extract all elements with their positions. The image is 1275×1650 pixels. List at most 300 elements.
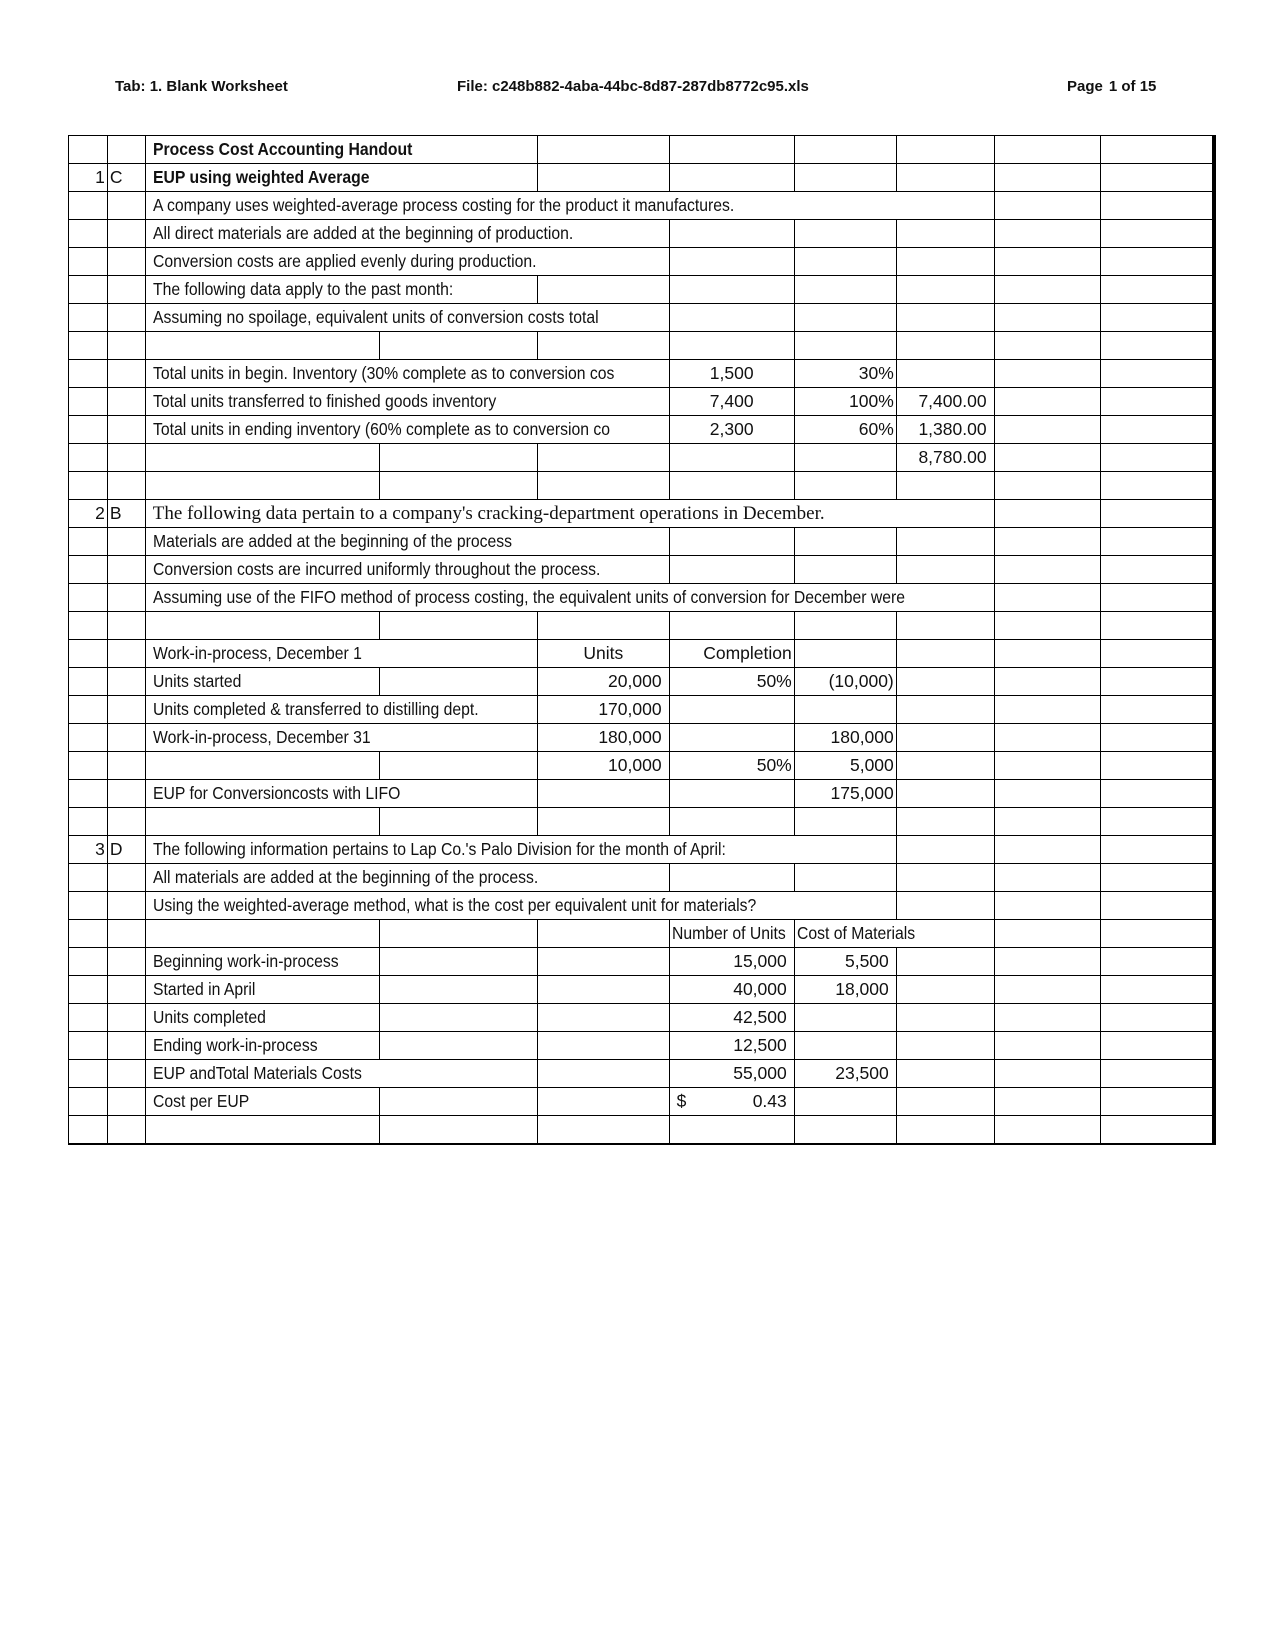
cell[interactable] — [69, 780, 108, 808]
cell[interactable] — [380, 948, 538, 976]
cell[interactable] — [69, 864, 108, 892]
cell[interactable] — [380, 444, 538, 472]
cell[interactable] — [669, 276, 794, 304]
cell[interactable] — [669, 136, 794, 164]
cell[interactable] — [994, 1004, 1100, 1032]
cell[interactable] — [896, 164, 994, 192]
eup-cell[interactable]: 1,380.00 — [896, 416, 994, 444]
row-label[interactable]: Started in April — [145, 976, 380, 1004]
cell[interactable] — [1100, 920, 1214, 948]
cell[interactable] — [69, 668, 108, 696]
cell[interactable] — [538, 976, 669, 1004]
cell[interactable] — [896, 304, 994, 332]
cell[interactable] — [994, 444, 1100, 472]
cell[interactable] — [1100, 1116, 1214, 1145]
cell[interactable] — [1100, 668, 1214, 696]
cell[interactable] — [69, 192, 108, 220]
cell[interactable] — [1100, 1060, 1214, 1088]
cell[interactable] — [107, 276, 145, 304]
cell[interactable] — [669, 164, 794, 192]
cell[interactable] — [107, 920, 145, 948]
cell[interactable] — [107, 668, 145, 696]
cell[interactable] — [538, 808, 669, 836]
text-line[interactable]: Assuming no spoilage, equivalent units of conversion costs total — [145, 304, 669, 332]
cell[interactable] — [145, 612, 380, 640]
cell[interactable] — [538, 612, 669, 640]
cell[interactable] — [1100, 836, 1214, 864]
cell[interactable] — [896, 556, 994, 584]
cell[interactable] — [107, 528, 145, 556]
cell[interactable] — [896, 1060, 994, 1088]
text-line[interactable]: All materials are added at the beginning of the process. — [145, 864, 669, 892]
cell[interactable] — [994, 528, 1100, 556]
cell[interactable] — [69, 808, 108, 836]
cell[interactable] — [107, 808, 145, 836]
cell[interactable] — [1100, 584, 1214, 612]
cell[interactable] — [107, 1032, 145, 1060]
cell[interactable] — [669, 724, 794, 752]
cell[interactable] — [538, 472, 669, 500]
cell[interactable] — [380, 668, 538, 696]
cell[interactable] — [994, 780, 1100, 808]
cell[interactable] — [896, 136, 994, 164]
answer-letter[interactable]: C — [107, 164, 145, 192]
cell[interactable] — [69, 304, 108, 332]
cell[interactable] — [1100, 416, 1214, 444]
cell[interactable] — [1100, 556, 1214, 584]
cost-cell[interactable] — [794, 1004, 896, 1032]
cell[interactable] — [994, 1088, 1100, 1116]
cell[interactable] — [380, 1116, 538, 1145]
cell[interactable] — [994, 612, 1100, 640]
answer-letter[interactable]: D — [107, 836, 145, 864]
cell[interactable] — [145, 920, 380, 948]
cell[interactable] — [380, 612, 538, 640]
cell[interactable] — [538, 332, 669, 360]
cell[interactable] — [896, 1032, 994, 1060]
cost-cell[interactable]: 23,500 — [794, 1060, 896, 1088]
problem-number[interactable]: 1 — [69, 164, 108, 192]
cell[interactable] — [1100, 500, 1214, 528]
cell[interactable] — [69, 724, 108, 752]
cell[interactable] — [107, 472, 145, 500]
cell[interactable] — [380, 752, 538, 780]
cell[interactable] — [107, 556, 145, 584]
problem-number[interactable]: 2 — [69, 500, 108, 528]
units-cell[interactable]: 10,000 — [538, 752, 669, 780]
cell[interactable] — [380, 472, 538, 500]
cell[interactable] — [1100, 1032, 1214, 1060]
cell[interactable] — [380, 1004, 538, 1032]
cell[interactable] — [994, 332, 1100, 360]
cell[interactable] — [1100, 752, 1214, 780]
cell[interactable] — [669, 444, 794, 472]
cell[interactable] — [1100, 276, 1214, 304]
text-line[interactable]: Materials are added at the beginning of the process — [145, 528, 669, 556]
cell[interactable] — [896, 836, 994, 864]
cell[interactable] — [380, 332, 538, 360]
cell[interactable] — [69, 556, 108, 584]
cell[interactable] — [538, 1032, 669, 1060]
text-line[interactable]: Conversion costs are incurred uniformly throughout the process. — [145, 556, 669, 584]
cell[interactable] — [69, 220, 108, 248]
cell[interactable] — [669, 248, 794, 276]
units-cell[interactable]: 42,500 — [669, 1004, 794, 1032]
units-cell[interactable]: 180,000 — [538, 724, 669, 752]
cell[interactable] — [538, 136, 669, 164]
percent-cell[interactable]: 30% — [794, 360, 896, 388]
cell[interactable] — [107, 248, 145, 276]
cost-cell[interactable]: 5,500 — [794, 948, 896, 976]
cell[interactable] — [69, 920, 108, 948]
cell[interactable] — [107, 584, 145, 612]
eup-cell[interactable]: 7,400.00 — [896, 388, 994, 416]
cell[interactable] — [69, 136, 108, 164]
cell[interactable] — [1100, 808, 1214, 836]
section-intro[interactable]: The following data pertain to a company's cracking-department operations in December. — [145, 500, 994, 528]
units-cell[interactable]: 12,500 — [669, 1032, 794, 1060]
cell[interactable] — [994, 136, 1100, 164]
cell[interactable] — [69, 360, 108, 388]
cell[interactable] — [896, 332, 994, 360]
text-line[interactable]: All direct materials are added at the beginning of production. — [145, 220, 669, 248]
cell[interactable] — [994, 724, 1100, 752]
cell[interactable] — [794, 696, 896, 724]
units-cell[interactable]: 7,400 — [669, 388, 794, 416]
cell[interactable] — [145, 444, 380, 472]
cell[interactable] — [107, 780, 145, 808]
row-label[interactable]: Units completed — [145, 1004, 380, 1032]
cell[interactable] — [794, 612, 896, 640]
units-cell[interactable]: 170,000 — [538, 696, 669, 724]
cell[interactable] — [994, 192, 1100, 220]
cell[interactable] — [69, 584, 108, 612]
column-header-completion[interactable]: Completion — [669, 640, 794, 668]
cell[interactable] — [994, 836, 1100, 864]
cell[interactable] — [107, 724, 145, 752]
cell[interactable] — [107, 304, 145, 332]
cell[interactable] — [994, 1060, 1100, 1088]
cell[interactable] — [1100, 332, 1214, 360]
cell[interactable] — [994, 248, 1100, 276]
cell[interactable] — [69, 752, 108, 780]
cell[interactable] — [1100, 1088, 1214, 1116]
section-intro[interactable]: The following information pertains to Lap Co.'s Palo Division for the month of April: — [145, 836, 896, 864]
cell[interactable] — [107, 388, 145, 416]
cell[interactable] — [69, 472, 108, 500]
cell[interactable] — [107, 332, 145, 360]
cell[interactable] — [1100, 248, 1214, 276]
cell[interactable] — [1100, 472, 1214, 500]
row-label[interactable]: Units completed & transferred to distilling dept. — [145, 696, 537, 724]
row-label[interactable]: Ending work-in-process — [145, 1032, 380, 1060]
cell[interactable] — [1100, 948, 1214, 976]
units-cell[interactable]: 2,300 — [669, 416, 794, 444]
cell[interactable] — [794, 136, 896, 164]
cell[interactable] — [794, 1116, 896, 1145]
cell[interactable] — [794, 472, 896, 500]
cell[interactable] — [69, 612, 108, 640]
handout-title[interactable]: Process Cost Accounting Handout — [145, 136, 537, 164]
cell[interactable] — [669, 304, 794, 332]
cell[interactable] — [107, 1004, 145, 1032]
cell[interactable] — [669, 612, 794, 640]
cell[interactable] — [794, 444, 896, 472]
cell[interactable] — [1100, 360, 1214, 388]
cell[interactable] — [994, 164, 1100, 192]
cell[interactable] — [896, 948, 994, 976]
cell[interactable] — [1100, 976, 1214, 1004]
cell[interactable] — [994, 360, 1100, 388]
cell[interactable] — [107, 444, 145, 472]
cell[interactable] — [794, 332, 896, 360]
cell[interactable] — [994, 892, 1100, 920]
cell[interactable] — [69, 332, 108, 360]
cell[interactable] — [1100, 864, 1214, 892]
cell[interactable] — [794, 276, 896, 304]
cell[interactable] — [896, 668, 994, 696]
percent-cell[interactable]: 50% — [669, 668, 794, 696]
column-header-cost[interactable]: Cost of Materials — [794, 920, 994, 948]
cell[interactable] — [994, 304, 1100, 332]
cell[interactable] — [69, 1116, 108, 1145]
cell[interactable] — [896, 1088, 994, 1116]
eup-total-cell[interactable]: 8,780.00 — [896, 444, 994, 472]
units-cell[interactable]: 20,000 — [538, 668, 669, 696]
cell[interactable] — [538, 444, 669, 472]
cell[interactable] — [994, 808, 1100, 836]
text-line[interactable]: A company uses weighted-average process costing for the product it manufactures. — [145, 192, 994, 220]
cell[interactable] — [994, 416, 1100, 444]
cell[interactable] — [896, 276, 994, 304]
eup-cell[interactable]: 5,000 — [794, 752, 896, 780]
percent-cell[interactable]: 50% — [669, 752, 794, 780]
row-label[interactable]: EUP for Conversioncosts with LIFO — [145, 780, 537, 808]
cell[interactable] — [896, 612, 994, 640]
cell[interactable] — [69, 388, 108, 416]
cell[interactable] — [994, 752, 1100, 780]
cost-cell[interactable]: 18,000 — [794, 976, 896, 1004]
cell[interactable] — [994, 640, 1100, 668]
cell[interactable] — [69, 1060, 108, 1088]
cell[interactable] — [380, 1088, 538, 1116]
eup-total-cell[interactable]: 175,000 — [794, 780, 896, 808]
cell[interactable] — [1100, 780, 1214, 808]
cell[interactable] — [994, 388, 1100, 416]
cell[interactable] — [896, 1116, 994, 1145]
cell[interactable] — [69, 276, 108, 304]
cell[interactable] — [1100, 696, 1214, 724]
units-cell[interactable]: 40,000 — [669, 976, 794, 1004]
cell[interactable] — [380, 920, 538, 948]
cost-cell[interactable] — [794, 1032, 896, 1060]
cell[interactable] — [145, 808, 380, 836]
cell[interactable] — [1100, 612, 1214, 640]
cell[interactable] — [1100, 192, 1214, 220]
row-label[interactable]: Total units in begin. Inventory (30% complete as to conversion cos — [145, 360, 669, 388]
cell[interactable] — [896, 808, 994, 836]
cell[interactable] — [994, 220, 1100, 248]
cell[interactable] — [994, 276, 1100, 304]
cell[interactable] — [896, 976, 994, 1004]
cell[interactable] — [69, 976, 108, 1004]
cell[interactable] — [69, 444, 108, 472]
cell[interactable] — [896, 864, 994, 892]
cell[interactable] — [69, 892, 108, 920]
cell[interactable] — [794, 164, 896, 192]
answer-letter[interactable]: B — [107, 500, 145, 528]
cell[interactable] — [669, 332, 794, 360]
cell[interactable] — [896, 724, 994, 752]
cell[interactable] — [107, 220, 145, 248]
cell[interactable] — [1100, 640, 1214, 668]
cell[interactable] — [69, 1004, 108, 1032]
units-cell[interactable]: 55,000 — [669, 1060, 794, 1088]
cell[interactable] — [669, 472, 794, 500]
cell[interactable] — [994, 584, 1100, 612]
cell[interactable] — [538, 1004, 669, 1032]
cell[interactable] — [69, 696, 108, 724]
cell[interactable] — [538, 920, 669, 948]
cell[interactable] — [69, 416, 108, 444]
cell[interactable] — [669, 780, 794, 808]
cell[interactable] — [69, 948, 108, 976]
cell[interactable] — [380, 1032, 538, 1060]
eup-cell[interactable] — [896, 360, 994, 388]
cell[interactable] — [669, 808, 794, 836]
units-cell[interactable]: 1,500 — [669, 360, 794, 388]
cell[interactable] — [794, 808, 896, 836]
cell[interactable] — [69, 1032, 108, 1060]
cell[interactable] — [794, 220, 896, 248]
cell[interactable] — [538, 1088, 669, 1116]
cell[interactable] — [994, 668, 1100, 696]
cell[interactable] — [107, 1060, 145, 1088]
cell[interactable] — [107, 752, 145, 780]
cell[interactable] — [107, 976, 145, 1004]
column-header-units[interactable]: Number of Units — [669, 920, 794, 948]
cell[interactable] — [145, 332, 380, 360]
cell[interactable] — [669, 1116, 794, 1145]
cell[interactable] — [994, 948, 1100, 976]
row-label[interactable]: Total units transferred to finished goods inventory — [145, 388, 669, 416]
cell[interactable] — [145, 752, 380, 780]
cell[interactable] — [896, 640, 994, 668]
cell[interactable] — [107, 360, 145, 388]
cell[interactable] — [994, 864, 1100, 892]
cell[interactable] — [896, 248, 994, 276]
cell[interactable] — [994, 500, 1100, 528]
row-label[interactable]: Beginning work-in-process — [145, 948, 380, 976]
column-header-units[interactable]: Units — [538, 640, 669, 668]
cell[interactable] — [669, 528, 794, 556]
cell[interactable] — [1100, 1004, 1214, 1032]
cell[interactable] — [669, 696, 794, 724]
cell[interactable] — [896, 220, 994, 248]
row-label[interactable]: Units started — [145, 668, 380, 696]
cell[interactable] — [994, 556, 1100, 584]
cell[interactable] — [1100, 528, 1214, 556]
cost-per-eup-cell[interactable]: $ 0.43 — [669, 1088, 794, 1116]
cell[interactable] — [896, 780, 994, 808]
cell[interactable] — [380, 976, 538, 1004]
cell[interactable] — [896, 472, 994, 500]
cell[interactable] — [896, 696, 994, 724]
cell[interactable] — [669, 220, 794, 248]
cell[interactable] — [794, 304, 896, 332]
section-heading[interactable]: EUP using weighted Average — [145, 164, 537, 192]
cell[interactable] — [69, 528, 108, 556]
cell[interactable] — [107, 696, 145, 724]
row-label[interactable]: EUP andTotal Materials Costs — [145, 1060, 537, 1088]
eup-cell[interactable]: 180,000 — [794, 724, 896, 752]
cell[interactable] — [538, 1116, 669, 1145]
cell[interactable] — [107, 1116, 145, 1145]
text-line[interactable]: Conversion costs are applied evenly during production. — [145, 248, 669, 276]
text-line[interactable]: Assuming use of the FIFO method of process costing, the equivalent units of conversion for December were — [145, 584, 994, 612]
row-label[interactable]: Total units in ending inventory (60% complete as to conversion co — [145, 416, 669, 444]
problem-number[interactable]: 3 — [69, 836, 108, 864]
cell[interactable] — [107, 416, 145, 444]
cell[interactable] — [538, 1060, 669, 1088]
cell[interactable] — [1100, 220, 1214, 248]
cell[interactable] — [107, 1088, 145, 1116]
cell[interactable] — [107, 192, 145, 220]
cell[interactable] — [1100, 304, 1214, 332]
cell[interactable] — [107, 892, 145, 920]
cell[interactable] — [107, 612, 145, 640]
cell[interactable] — [107, 136, 145, 164]
cell[interactable] — [145, 472, 380, 500]
cell[interactable] — [794, 1088, 896, 1116]
cell[interactable] — [896, 528, 994, 556]
units-cell[interactable]: 15,000 — [669, 948, 794, 976]
cell[interactable] — [994, 472, 1100, 500]
cell[interactable] — [794, 556, 896, 584]
cell[interactable] — [69, 640, 108, 668]
cell[interactable] — [994, 696, 1100, 724]
text-line[interactable]: Using the weighted-average method, what is the cost per equivalent unit for materials? — [145, 892, 896, 920]
cell[interactable] — [538, 276, 669, 304]
cell[interactable] — [794, 640, 896, 668]
text-line[interactable]: The following data apply to the past month: — [145, 276, 537, 304]
cell[interactable] — [1100, 164, 1214, 192]
cell[interactable] — [994, 920, 1100, 948]
row-label[interactable]: Work-in-process, December 31 — [145, 724, 537, 752]
cell[interactable] — [994, 1032, 1100, 1060]
cell[interactable] — [1100, 724, 1214, 752]
cell[interactable] — [994, 1116, 1100, 1145]
cell[interactable] — [896, 752, 994, 780]
cell[interactable] — [69, 248, 108, 276]
cell[interactable] — [538, 164, 669, 192]
cell[interactable] — [107, 864, 145, 892]
cell[interactable] — [1100, 388, 1214, 416]
cell[interactable] — [538, 780, 669, 808]
cell[interactable] — [69, 1088, 108, 1116]
row-label[interactable]: Cost per EUP — [145, 1088, 380, 1116]
percent-cell[interactable]: 60% — [794, 416, 896, 444]
row-label[interactable]: Work-in-process, December 1 — [145, 640, 537, 668]
cell[interactable] — [896, 1004, 994, 1032]
cell[interactable] — [896, 892, 994, 920]
cell[interactable] — [669, 864, 794, 892]
cell[interactable] — [538, 948, 669, 976]
cell[interactable] — [794, 248, 896, 276]
cell[interactable] — [107, 948, 145, 976]
eup-cell[interactable]: (10,000) — [794, 668, 896, 696]
cell[interactable] — [1100, 136, 1214, 164]
